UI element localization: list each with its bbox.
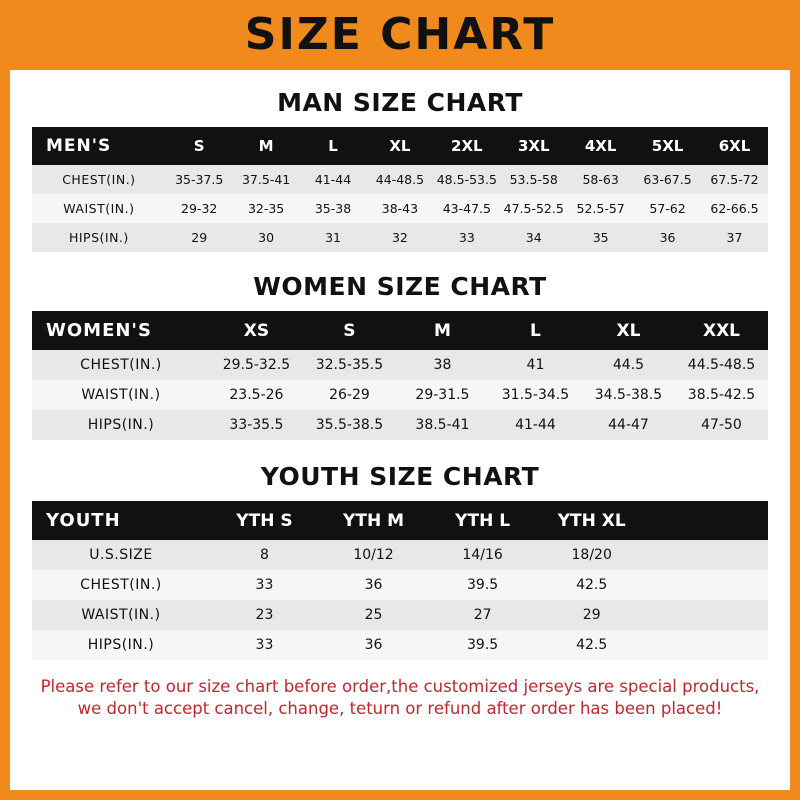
youth-chest-xl: 42.5 — [537, 570, 646, 600]
table-row — [32, 380, 768, 410]
women-table-body — [32, 350, 768, 440]
youth-row-label-waist: WAIST(IN.) — [32, 600, 210, 630]
men-hips-5xl: 36 — [634, 223, 701, 252]
women-chest-m: 38 — [396, 350, 489, 380]
women-hips-xl: 44-47 — [582, 410, 675, 440]
youth-waist-s: 23 — [210, 600, 319, 630]
women-hips-xs: 33-35.5 — [210, 410, 303, 440]
youth-hips-s: 33 — [210, 630, 319, 660]
youth-hips-l: 39.5 — [428, 630, 537, 660]
youth-ussize-xl: 18/20 — [537, 540, 646, 570]
youth-chest-spacer — [646, 570, 768, 600]
men-header-6xl: 6XL — [701, 127, 768, 165]
table-row — [32, 223, 768, 252]
men-hips-xl: 32 — [366, 223, 433, 252]
women-waist-l: 31.5-34.5 — [489, 380, 582, 410]
table-row — [32, 630, 768, 660]
men-waist-3xl: 47.5-52.5 — [500, 194, 567, 223]
youth-chest-l: 39.5 — [428, 570, 537, 600]
men-hips-6xl: 37 — [701, 223, 768, 252]
men-header-label: MEN'S — [32, 127, 166, 165]
men-header-3xl: 3XL — [500, 127, 567, 165]
men-hips-m: 30 — [233, 223, 300, 252]
youth-section-title: YOUTH SIZE CHART — [260, 462, 540, 491]
men-header-4xl: 4XL — [567, 127, 634, 165]
men-waist-6xl: 62-66.5 — [701, 194, 768, 223]
men-waist-5xl: 57-62 — [634, 194, 701, 223]
women-header-xs: XS — [210, 311, 303, 350]
men-chest-l: 41-44 — [300, 165, 367, 194]
men-size-table — [32, 127, 768, 252]
table-header-row — [32, 127, 768, 165]
page-title: SIZE CHART — [244, 9, 556, 60]
youth-row-label-hips: HIPS(IN.) — [32, 630, 210, 660]
women-header-m: M — [396, 311, 489, 350]
men-waist-l: 35-38 — [300, 194, 367, 223]
women-waist-xl: 34.5-38.5 — [582, 380, 675, 410]
youth-waist-xl: 29 — [537, 600, 646, 630]
youth-hips-m: 36 — [319, 630, 428, 660]
chart-content — [10, 88, 790, 721]
table-header-row — [32, 311, 768, 350]
women-header-xl: XL — [582, 311, 675, 350]
table-row — [32, 350, 768, 380]
youth-hips-xl: 42.5 — [537, 630, 646, 660]
youth-row-label-chest: CHEST(IN.) — [32, 570, 210, 600]
women-waist-s: 26-29 — [303, 380, 396, 410]
youth-header-label: YOUTH — [32, 501, 210, 540]
table-header-row — [32, 501, 768, 540]
women-row-label-waist: WAIST(IN.) — [32, 380, 210, 410]
youth-chest-m: 36 — [319, 570, 428, 600]
youth-header-xl: YTH XL — [537, 501, 646, 540]
men-chest-6xl: 67.5-72 — [701, 165, 768, 194]
table-row — [32, 570, 768, 600]
women-hips-m: 38.5-41 — [396, 410, 489, 440]
youth-row-label-ussize: U.S.SIZE — [32, 540, 210, 570]
women-header-xxl: XXL — [675, 311, 768, 350]
men-header-s: S — [166, 127, 233, 165]
women-hips-xxl: 47-50 — [675, 410, 768, 440]
men-header-xl: XL — [366, 127, 433, 165]
men-waist-m: 32-35 — [233, 194, 300, 223]
women-chest-xs: 29.5-32.5 — [210, 350, 303, 380]
men-waist-4xl: 52.5-57 — [567, 194, 634, 223]
men-header-m: M — [233, 127, 300, 165]
youth-header-m: YTH M — [319, 501, 428, 540]
youth-table-head — [32, 501, 768, 540]
men-row-label-hips: HIPS(IN.) — [32, 223, 166, 252]
youth-waist-m: 25 — [319, 600, 428, 630]
women-header-l: L — [489, 311, 582, 350]
man-section-title: MAN SIZE CHART — [277, 88, 523, 117]
men-hips-s: 29 — [166, 223, 233, 252]
men-row-label-waist: WAIST(IN.) — [32, 194, 166, 223]
youth-waist-l: 27 — [428, 600, 537, 630]
men-waist-s: 29-32 — [166, 194, 233, 223]
men-chest-s: 35-37.5 — [166, 165, 233, 194]
women-hips-l: 41-44 — [489, 410, 582, 440]
men-row-label-chest: CHEST(IN.) — [32, 165, 166, 194]
women-waist-m: 29-31.5 — [396, 380, 489, 410]
women-row-label-hips: HIPS(IN.) — [32, 410, 210, 440]
women-chest-s: 32.5-35.5 — [303, 350, 396, 380]
women-table-head — [32, 311, 768, 350]
men-hips-2xl: 33 — [433, 223, 500, 252]
women-section-title: WOMEN SIZE CHART — [253, 272, 547, 301]
men-chest-2xl: 48.5-53.5 — [433, 165, 500, 194]
youth-header-l: YTH L — [428, 501, 537, 540]
women-size-table — [32, 311, 768, 440]
women-waist-xs: 23.5-26 — [210, 380, 303, 410]
order-notice-line-1: Please refer to our size chart before order,the customized jerseys are special products, — [40, 677, 760, 696]
men-hips-4xl: 35 — [567, 223, 634, 252]
men-table-body — [32, 165, 768, 252]
youth-ussize-s: 8 — [210, 540, 319, 570]
table-row — [32, 194, 768, 223]
table-row — [32, 165, 768, 194]
men-chest-4xl: 58-63 — [567, 165, 634, 194]
page-banner — [10, 0, 790, 70]
youth-table-body — [32, 540, 768, 660]
men-chest-xl: 44-48.5 — [366, 165, 433, 194]
youth-hips-spacer — [646, 630, 768, 660]
youth-size-table — [32, 501, 768, 660]
youth-ussize-spacer — [646, 540, 768, 570]
men-waist-xl: 38-43 — [366, 194, 433, 223]
women-chest-l: 41 — [489, 350, 582, 380]
youth-header-spacer — [646, 501, 768, 540]
youth-ussize-l: 14/16 — [428, 540, 537, 570]
men-header-5xl: 5XL — [634, 127, 701, 165]
table-row — [32, 540, 768, 570]
women-header-s: S — [303, 311, 396, 350]
men-header-l: L — [300, 127, 367, 165]
youth-header-s: YTH S — [210, 501, 319, 540]
men-hips-l: 31 — [300, 223, 367, 252]
men-chest-3xl: 53.5-58 — [500, 165, 567, 194]
table-row — [32, 410, 768, 440]
men-chest-5xl: 63-67.5 — [634, 165, 701, 194]
women-hips-s: 35.5-38.5 — [303, 410, 396, 440]
men-waist-2xl: 43-47.5 — [433, 194, 500, 223]
youth-chest-s: 33 — [210, 570, 319, 600]
men-chest-m: 37.5-41 — [233, 165, 300, 194]
women-chest-xl: 44.5 — [582, 350, 675, 380]
order-notice-line-2: we don't accept cancel, change, teturn or refund after order has been placed! — [77, 699, 723, 719]
order-notice — [32, 676, 768, 721]
women-waist-xxl: 38.5-42.5 — [675, 380, 768, 410]
men-table-head — [32, 127, 768, 165]
men-header-2xl: 2XL — [433, 127, 500, 165]
youth-ussize-m: 10/12 — [319, 540, 428, 570]
men-hips-3xl: 34 — [500, 223, 567, 252]
women-header-label: WOMEN'S — [32, 311, 210, 350]
women-row-label-chest: CHEST(IN.) — [32, 350, 210, 380]
women-chest-xxl: 44.5-48.5 — [675, 350, 768, 380]
youth-waist-spacer — [646, 600, 768, 630]
table-row — [32, 600, 768, 630]
